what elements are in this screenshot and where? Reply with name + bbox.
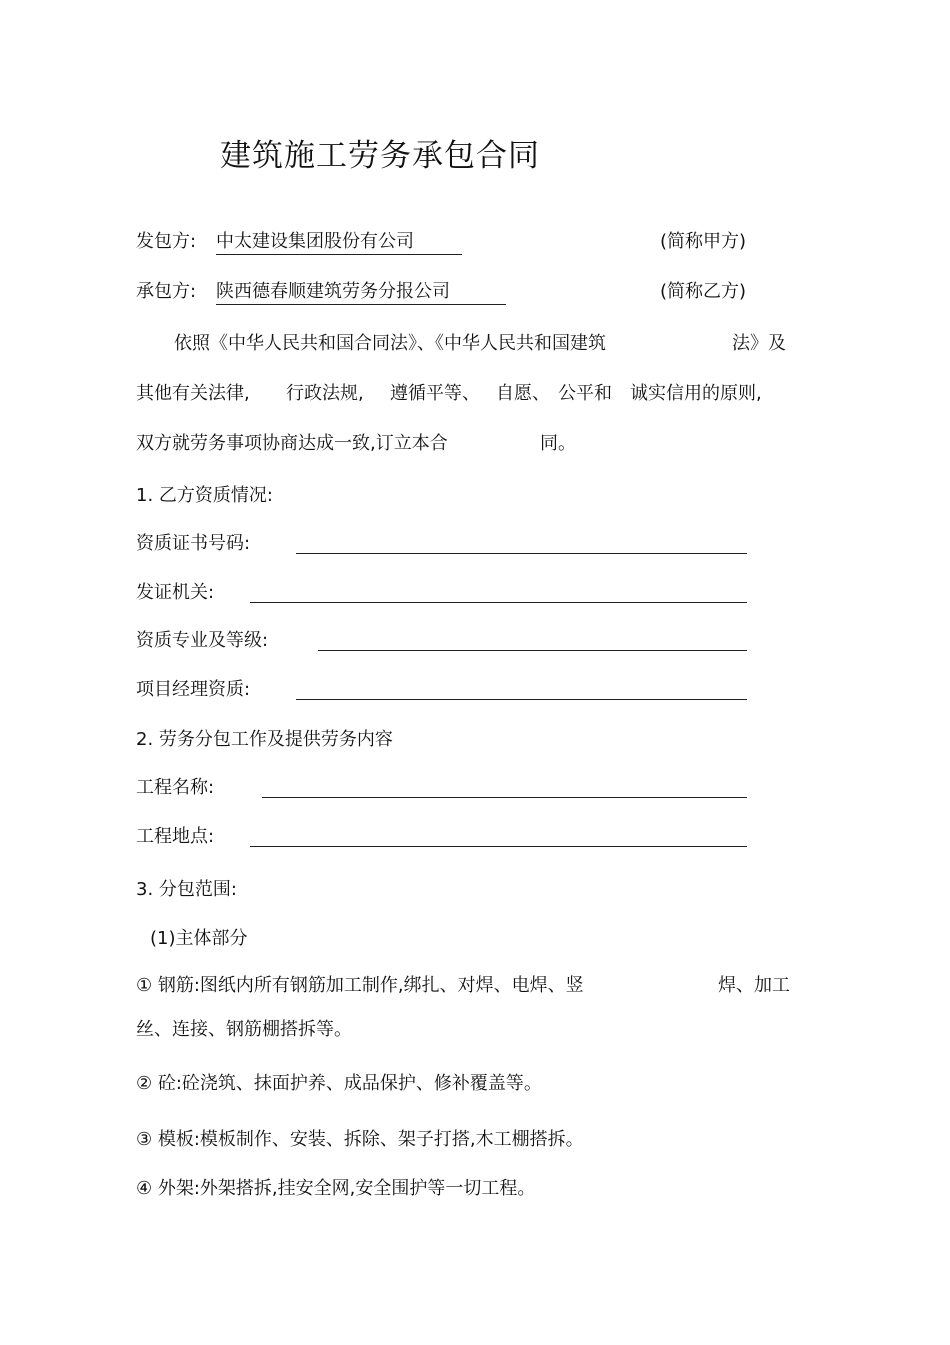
scope-item-2: ② 砼:砼浇筑、抹面护养、成品保护、修补覆盖等。 — [136, 1073, 542, 1094]
contractor-name: 陕西德春顺建筑劳务分报公司 — [216, 280, 506, 305]
preamble-line2-a: 其他有关法律, — [136, 383, 250, 404]
scope-item-1-a: ① 钢筋:图纸内所有钢筋加工制作,绑扎、对焊、电焊、竖 — [136, 975, 584, 996]
scope-item-1-b: 焊、加工 — [718, 975, 790, 996]
field-manager-blank[interactable] — [296, 699, 747, 700]
section3-subheading: (1)主体部分 — [150, 928, 248, 949]
preamble-line2-b: 行政法规, — [286, 383, 364, 404]
preamble-line2-d: 自愿、 — [496, 383, 550, 404]
scope-item-4: ④ 外架:外架搭拆,挂安全网,安全围护等一切工程。 — [136, 1178, 536, 1199]
field-manager-label: 项目经理资质: — [136, 679, 251, 700]
scope-item-3: ③ 模板:模板制作、安装、拆除、架子打搭,木工棚搭拆。 — [136, 1129, 584, 1150]
field-project-location-label: 工程地点: — [136, 826, 215, 847]
preamble-line1-b: 法》及 — [732, 333, 786, 354]
preamble-line2-e: 公平和 — [558, 383, 612, 404]
scope-item-1-c: 丝、连接、钢筋棚搭拆等。 — [136, 1019, 352, 1040]
preamble-line1-a: 依照《中华人民共和国合同法》、《中华人民共和国建筑 — [174, 333, 606, 354]
field-issuer-blank[interactable] — [250, 602, 747, 603]
preamble-line2-c: 遵循平等、 — [390, 383, 480, 404]
preamble-line2-f: 诚实信用的原则, — [630, 383, 762, 404]
employer-label: 发包方: — [136, 231, 197, 252]
employer-name: 中太建设集团股份有公司 — [216, 230, 462, 255]
contractor-label: 承包方: — [136, 281, 197, 302]
section1-heading: 1. 乙方资质情况: — [136, 485, 273, 506]
field-cert-number-blank[interactable] — [296, 553, 747, 554]
preamble-line3-a: 双方就劳务事项协商达成一致,订立本合 — [136, 433, 448, 454]
preamble-line3-b: 同。 — [540, 433, 576, 454]
section2-heading: 2. 劳务分包工作及提供劳务内容 — [136, 729, 393, 750]
field-project-name-blank[interactable] — [262, 797, 747, 798]
field-issuer-label: 发证机关: — [136, 582, 215, 603]
contractor-short: (简称乙方) — [660, 281, 747, 302]
section3-heading: 3. 分包范围: — [136, 879, 237, 900]
field-project-location-blank[interactable] — [250, 846, 747, 847]
field-project-name-label: 工程名称: — [136, 777, 215, 798]
employer-short: (简称甲方) — [660, 231, 747, 252]
field-qualification-label: 资质专业及等级: — [136, 630, 269, 651]
field-cert-number-label: 资质证书号码: — [136, 533, 251, 554]
field-qualification-blank[interactable] — [318, 650, 747, 651]
document-title: 建筑施工劳务承包合同 — [220, 138, 540, 174]
